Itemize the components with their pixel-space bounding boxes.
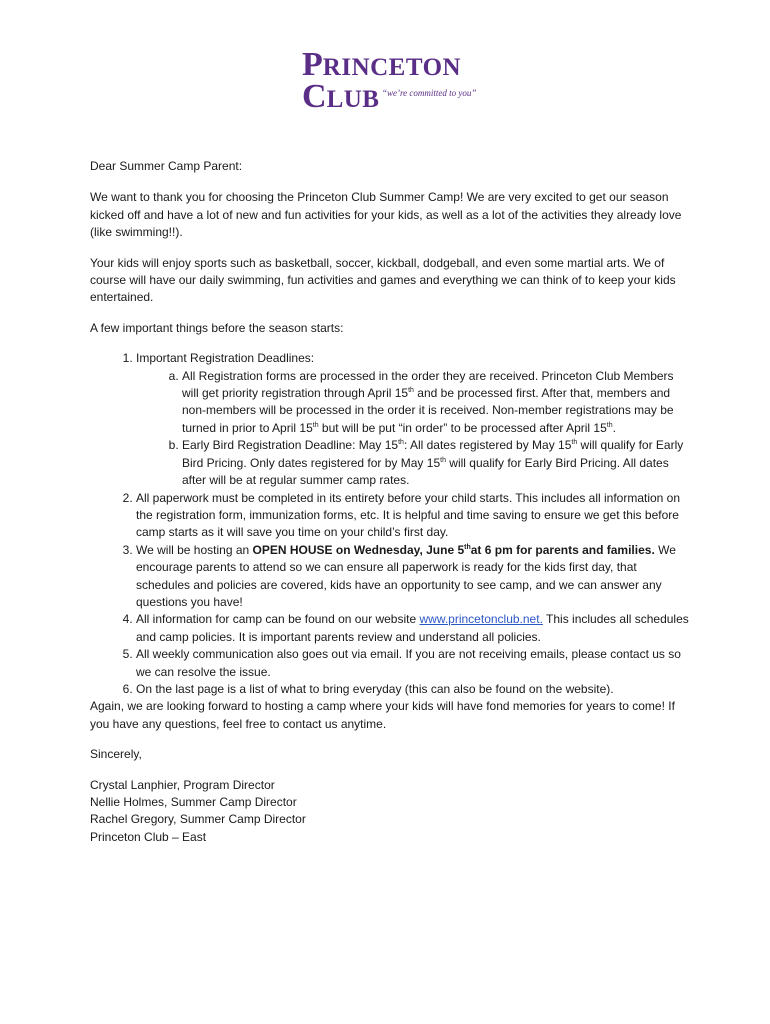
list-item-email: 5. All weekly communication also goes out via email. If you are not receiving emails, please contact us so we can resolve the issue.: [136, 646, 690, 681]
activities-paragraph: Your kids will enjoy sports such as basketball, soccer, kickball, dodgeball, and even some martial arts. We of course will have our daily swimming, fun activities and games and everything we can think of to keep your kids entertained.: [90, 255, 676, 305]
list-item-processing-order: a. All Registration forms are processed in the order they are received. Princeton Club Members will get priority registration through April 15th and be processed first. After that, members and non-members will be processed in the order it is received. Non-member registrations may be turned in prior to April 15th but will be put “in order” to be processed after April 15th.: [182, 368, 690, 438]
signature-block: [90, 777, 690, 847]
list-item-what-to-bring: 6. On the last page is a list of what to bring everyday (this can also be found on the website).: [136, 681, 690, 698]
closing-paragraph: Again, we are looking forward to hosting a camp where your kids will have fond memories for years to come! If you have any questions, feel free to contact us anytime.: [90, 699, 675, 731]
list-item-open-house: 3. We will be hosting an OPEN HOUSE on Wednesday, June 5that 6 pm for parents and families. We encourage parents to attend so we can ensure all paperwork is ready for the kids first day, that schedules and policies are covered, kids have an opportunity to see camp, and we can answer any questions you have!: [136, 542, 690, 612]
logo-club-text: CLUB: [302, 78, 380, 115]
signature-line: Crystal Lanphier, Program Director: [90, 777, 275, 792]
deadline-sublist: [136, 368, 690, 490]
signature-line: Princeton Club – East: [90, 829, 207, 844]
list-item-registration-deadlines: 1. Important Registration Deadlines: a. All Registration forms are processed in the order they are received. Princeton Club Members will get priority registration through April 15th and be processed first. After that, members and non-members will be processed in the order it is received. Non-member registrations may be turned in prior to April 15th but will be put “in order” to be processed after April 15th. b. Early Bird Registration Deadline: May 15th: All dates registered by May 15th will qualify for Early Bird Pricing. Only dates registered for by May 15th will qualify for Early Bird Pricing. All dates after will be at regular summer camp rates.: [136, 350, 690, 489]
website-link[interactable]: www.princetonclub.net.: [419, 612, 543, 627]
logo-princeton-text: PRINCETON: [302, 46, 462, 83]
list-item-early-bird: b. Early Bird Registration Deadline: May 15th: All dates registered by May 15th will qualify for Early Bird Pricing. Only dates registered for by May 15th will qualify for Early Bird Pricing. All dates after will be at regular summer camp rates.: [182, 437, 690, 489]
signoff: Sincerely,: [90, 747, 142, 762]
intro-paragraph: We want to thank you for choosing the Princeton Club Summer Camp! We are very excited to get our season kicked off and have a lot of new and fun activities for your kids, as well as a lot of the activities they already love (like swimming!!).: [90, 190, 682, 240]
signature-line: Nellie Holmes, Summer Camp Director: [90, 795, 297, 809]
letter-body: [90, 158, 690, 846]
list-item-paperwork: 2. All paperwork must be completed in its entirety before your child starts. This includes all information on the registration form, immunization forms, etc. It is helpful and time saving to ensure we get this before camp starts as it will save you time on your child’s first day.: [136, 490, 690, 542]
princeton-club-logo: [302, 46, 482, 118]
list-item-website: 4. All information for camp can be found on our website www.princetonclub.net. This includes all schedules and camp policies. It is important parents review and understand all policies.: [136, 611, 690, 646]
important-things-heading: A few important things before the season starts:: [90, 320, 344, 335]
logo-tagline: “we’re committed to you”: [382, 88, 477, 98]
important-list: [90, 350, 690, 698]
salutation: Dear Summer Camp Parent:: [90, 159, 243, 173]
signature-line: Rachel Gregory, Summer Camp Director: [90, 812, 306, 827]
